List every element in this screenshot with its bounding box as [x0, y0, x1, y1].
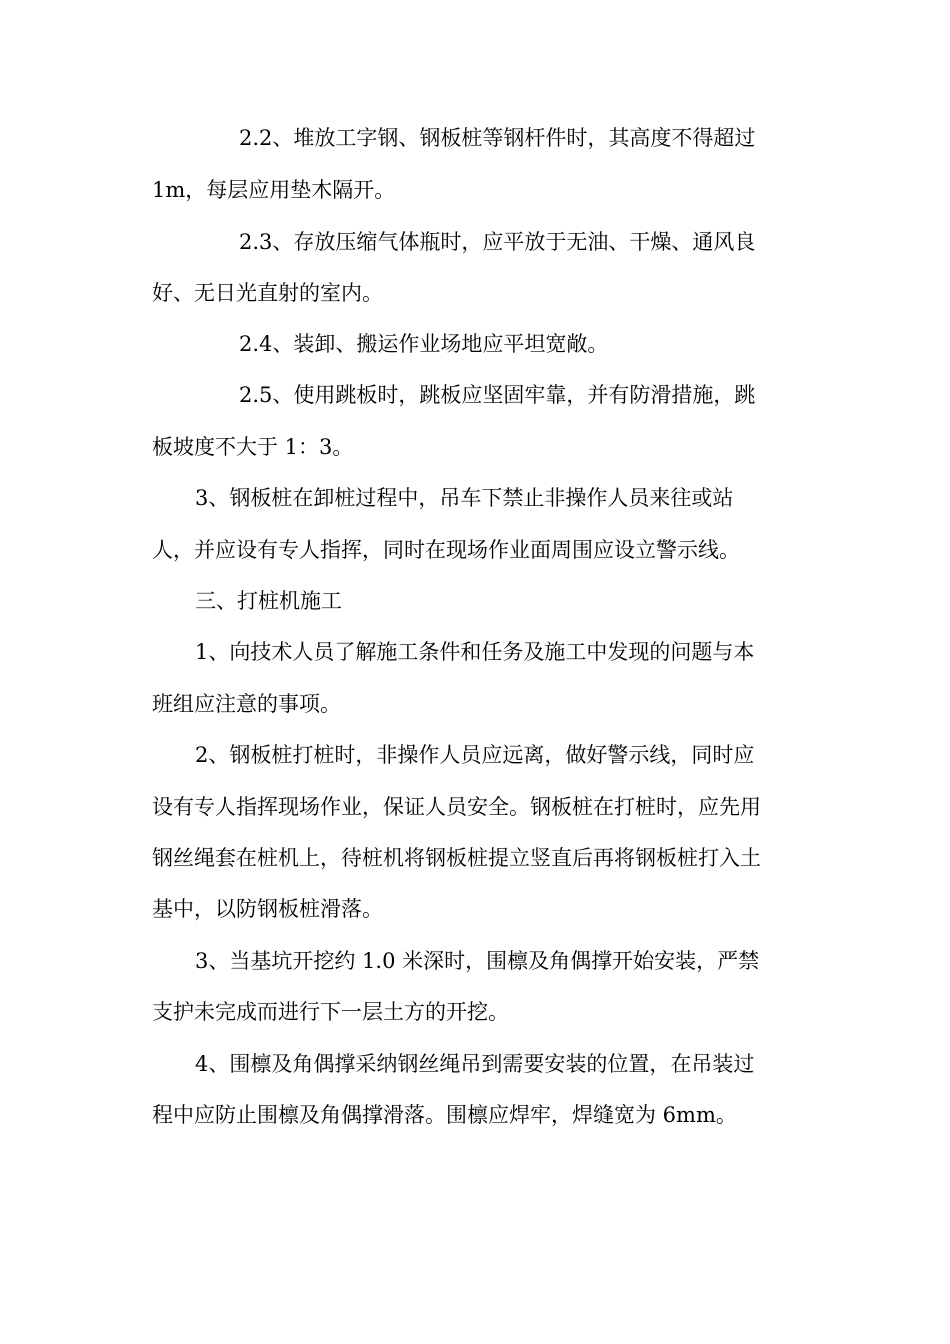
text-line: 板坡度不大于 1：3。: [152, 435, 354, 459]
text-line: 设有专人指挥现场作业，保证人员安全。钢板桩在打桩时，应先用: [152, 795, 761, 819]
text-line: 1、向技术人员了解施工条件和任务及施工中发现的问题与本: [195, 640, 755, 664]
section-heading: 三、打桩机施工: [195, 589, 342, 613]
text-line: 程中应防止围檩及角偶撑滑落。围檩应焊牢，焊缝宽为 6mm。: [152, 1103, 737, 1127]
text-line: 3、钢板桩在卸桩过程中，吊车下禁止非操作人员来往或站: [195, 486, 734, 510]
text-line: 2.2、堆放工字钢、钢板桩等钢杆件时，其高度不得超过: [239, 126, 756, 150]
text-line: 2.3、存放压缩气体瓶时，应平放于无油、干燥、通风良: [239, 230, 756, 254]
text-line: 2.5、使用跳板时，跳板应坚固牢靠，并有防滑措施，跳: [239, 383, 756, 407]
text-line: 2、钢板桩打桩时，非操作人员应远离，做好警示线，同时应: [195, 743, 755, 767]
text-line: 班组应注意的事项。: [152, 692, 341, 716]
text-line: 好、无日光直射的室内。: [152, 281, 383, 305]
text-line: 支护未完成而进行下一层土方的开挖。: [152, 1000, 509, 1024]
text-line: 基中，以防钢板桩滑落。: [152, 897, 383, 921]
text-line: 人，并应设有专人指挥，同时在现场作业面周围应设立警示线。: [152, 538, 740, 562]
text-line: 3、当基坑开挖约 1.0 米深时，围檩及角偶撑开始安装，严禁: [195, 949, 760, 973]
text-line: 钢丝绳套在桩机上，待桩机将钢板桩提立竖直后再将钢板桩打入土: [152, 846, 761, 870]
text-line: 2.4、装卸、搬运作业场地应平坦宽敞。: [239, 332, 609, 356]
text-line: 4、围檩及角偶撑采纳钢丝绳吊到需要安装的位置，在吊装过: [195, 1052, 755, 1076]
text-line: 1m，每层应用垫木隔开。: [152, 178, 396, 202]
